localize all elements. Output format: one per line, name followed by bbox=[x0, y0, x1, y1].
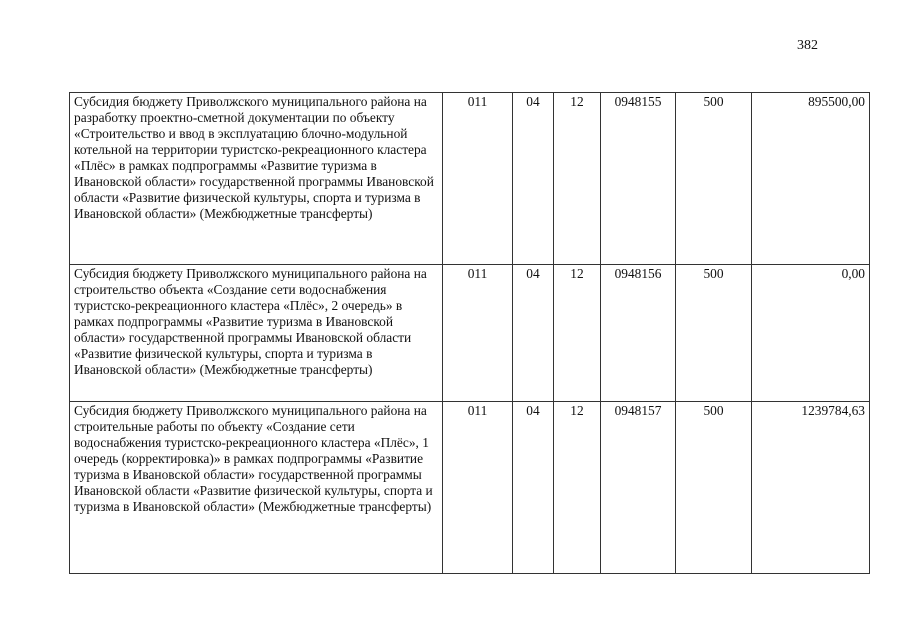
amount-value: 0,00 bbox=[752, 265, 870, 402]
row-description: Субсидия бюджету Приволжского муниципального района на строительство объекта «Создание сети водоснабжения туристско-рекреационного кластера «Плёс», 2 очередь» в рамках подпрограммы «Развитие туризма в Ивановской области» государственной программы Ивановской области «Развитие физической культуры, спорта и туризма в Ивановской области» (Межбюджетные трансферты) bbox=[70, 265, 443, 402]
expense-type-code: 500 bbox=[676, 265, 752, 402]
table-row bbox=[70, 93, 870, 265]
subsection-code: 12 bbox=[554, 93, 601, 265]
page-number: 382 bbox=[797, 38, 818, 53]
target-article-code: 0948157 bbox=[601, 402, 676, 574]
ministry-code: 011 bbox=[443, 402, 513, 574]
ministry-code: 011 bbox=[443, 265, 513, 402]
section-code: 04 bbox=[513, 265, 554, 402]
expense-type-code: 500 bbox=[676, 402, 752, 574]
subsection-code: 12 bbox=[554, 265, 601, 402]
table-row bbox=[70, 402, 870, 574]
target-article-code: 0948156 bbox=[601, 265, 676, 402]
amount-value: 895500,00 bbox=[752, 93, 870, 265]
subsection-code: 12 bbox=[554, 402, 601, 574]
target-article-code: 0948155 bbox=[601, 93, 676, 265]
expense-type-code: 500 bbox=[676, 93, 752, 265]
budget-table bbox=[69, 92, 870, 574]
table-row bbox=[70, 265, 870, 402]
row-description: Субсидия бюджету Приволжского муниципального района на строительные работы по объекту «Создание сети водоснабжения туристско-рекреационного кластера «Плёс», 1 очередь (корректировка)» в рамках подпрограммы «Развитие туризма в Ивановской области» государственной программы Ивановской области «Развитие физической культуры, спорта и туризма в Ивановской области» (Межбюджетные трансферты) bbox=[70, 402, 443, 574]
row-description: Субсидия бюджету Приволжского муниципального района на разработку проектно-сметной документации по объекту «Строительство и ввод в эксплуатацию блочно-модульной котельной на территории туристско-рекреационного кластера «Плёс» в рамках подпрограммы «Развитие туризма в Ивановской области» государственной программы Ивановской области «Развитие физической культуры, спорта и туризма в Ивановской области» (Межбюджетные трансферты) bbox=[70, 93, 443, 265]
section-code: 04 bbox=[513, 93, 554, 265]
section-code: 04 bbox=[513, 402, 554, 574]
amount-value: 1239784,63 bbox=[752, 402, 870, 574]
ministry-code: 011 bbox=[443, 93, 513, 265]
